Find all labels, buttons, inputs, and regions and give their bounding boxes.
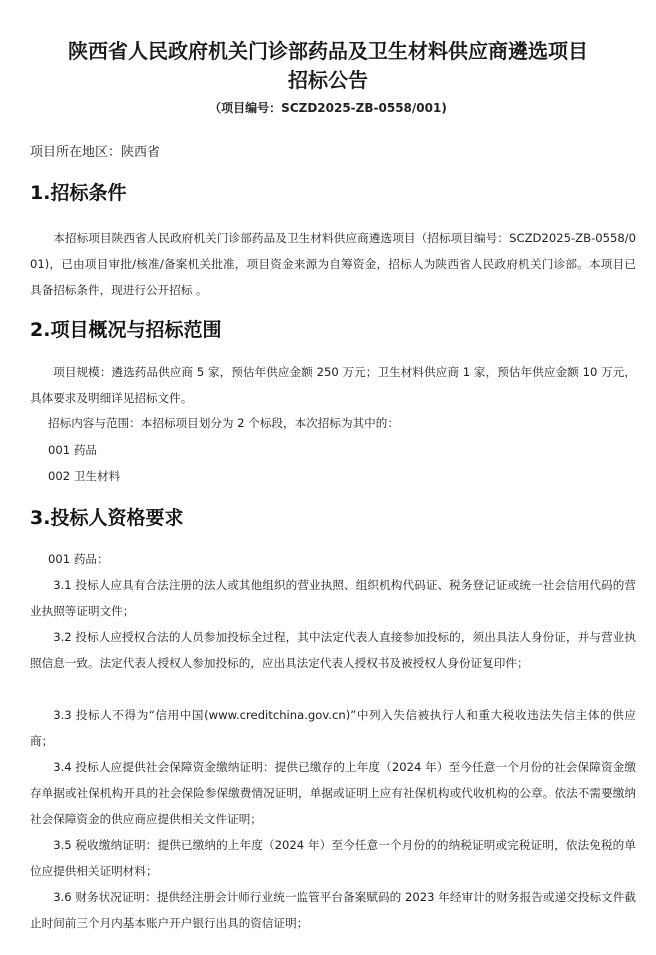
qualification-item: 3.2 投标人应授权合法的人员参加投标全过程，其中法定代表人直接参加投标的，须出具法人身份证，并与营业执照信息一致。法定代表人授权人参加投标的，应出具法定代表人授权书及被授权人身份证复印件； — [30, 630, 636, 670]
qualification-item: 3.5 税收缴纳证明：提供已缴纳的上年度（2024 年）至今任意一个月份的的纳税证明或完税证明，依法免税的单位应提供相关证明材料； — [30, 838, 636, 878]
conditions-paragraph: 本招标项目陕西省人民政府机关门诊部药品及卫生材料供应商遴选项目（招标项目编号：SCZD2025-ZB-0558/001)，已由项目审批/核准/备案机关批准，项目资金来源为自筹资金，招标人为陕西省人民政府机关门诊部。本项目已具备招标条件，现进行公开招标 。 — [30, 231, 636, 297]
section-heading-qualifications: 3.投标人资格要求 — [30, 507, 184, 529]
section-heading-conditions: 1.招标条件 — [30, 182, 127, 204]
project-scale-paragraph: 项目规模：遴选药品供应商 5 家，预估年供应金额 250 万元；卫生材料供应商 1 家，预估年供应金额 10 万元，具体要求及明细详见招标文件。 — [30, 365, 636, 405]
qualification-item: 3.1 投标人应具有合法注册的法人或其他组织的营业执照、组织机构代码证、税务登记证或统一社会信用代码的营业执照等证明文件； — [30, 578, 636, 618]
project-region: 项目所在地区：陕西省 — [30, 145, 161, 160]
qualification-item: 3.3 投标人不得为“信用中国(www.creditchina.gov.cn)”中列入失信被执行人和重大税收违法失信主体的供应商； — [30, 708, 636, 748]
section-heading-overview: 2.项目概况与招标范围 — [30, 319, 222, 341]
lot-item: 002 卫生材料 — [48, 469, 121, 483]
page-subtitle: 招标公告 — [288, 68, 368, 92]
qualification-item: 3.4 投标人应提供社会保障资金缴纳证明：提供已缴存的上年度（2024 年）至今任意一个月份的社会保障资金缴存单据或社保机构开具的社会保险参保缴费情况证明，单据或证明上应有社保机构或代收机构的公章。依法不需要缴纳社会保障资金的供应商应提供相关文件证明； — [30, 760, 636, 826]
project-number: （项目编号：SCZD2025-ZB-0558/001) — [209, 101, 447, 115]
qualification-lot-label: 001 药品： — [48, 552, 109, 566]
scope-line: 招标内容与范围：本招标项目划分为 2 个标段，本次招标为其中的： — [48, 416, 399, 430]
page-title: 陕西省人民政府机关门诊部药品及卫生材料供应商遴选项目 — [68, 39, 588, 63]
lot-item: 001 药品 — [48, 443, 98, 457]
qualification-item: 3.6 财务状况证明：提供经注册会计师行业统一监管平台备案赋码的 2023 年经审计的财务报告或递交投标文件截止时间前三个月内基本账户开户银行出具的资信证明； — [30, 890, 636, 930]
